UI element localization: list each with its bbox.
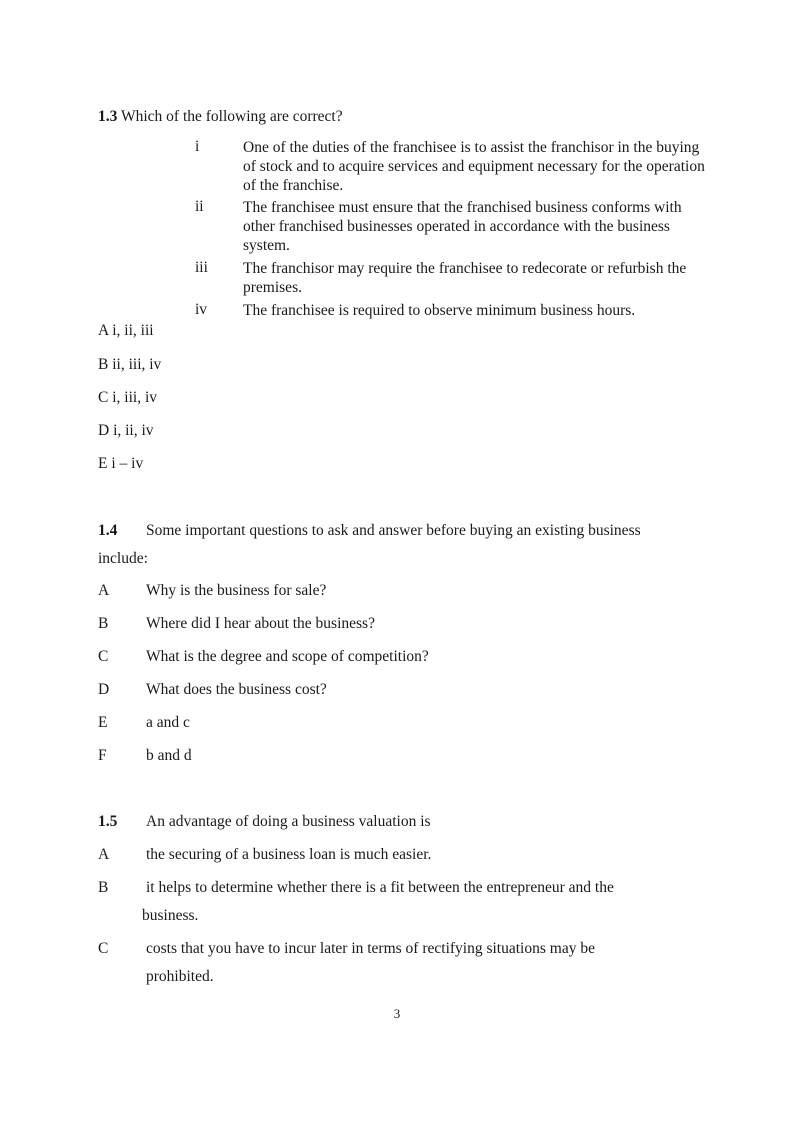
option-text-continued: prohibited. bbox=[146, 968, 214, 985]
option-text: What is the degree and scope of competition? bbox=[146, 648, 429, 665]
statement-number: iii bbox=[195, 259, 208, 276]
page-number: 3 bbox=[393, 1006, 401, 1021]
answer-option: E i – iv bbox=[98, 455, 144, 472]
statement-text: One of the duties of the franchisee is to assist the franchisor in the buying of stock and to acquire services and equipment necessary for the operation of the franchise. bbox=[243, 139, 705, 194]
option-text: a and c bbox=[146, 714, 190, 731]
option-letter: F bbox=[98, 747, 107, 764]
option-letter: C bbox=[98, 940, 109, 957]
option-text: Where did I hear about the business? bbox=[146, 615, 375, 632]
option-letter: A bbox=[98, 846, 110, 863]
option-text: b and d bbox=[146, 747, 192, 764]
question-text: Which of the following are correct? bbox=[120, 108, 343, 125]
answer-option: A i, ii, iii bbox=[98, 322, 154, 339]
option-text: What does the business cost? bbox=[146, 681, 327, 698]
option-letter: D bbox=[98, 681, 110, 698]
answer-option: C i, iii, iv bbox=[98, 389, 157, 406]
statement-number: ii bbox=[195, 198, 204, 215]
option-letter: B bbox=[98, 615, 109, 632]
question-header bbox=[98, 108, 343, 126]
statement-number: i bbox=[195, 138, 200, 155]
option-text: costs that you have to incur later in terms of rectifying situations may be bbox=[146, 940, 595, 957]
question-number: 1.4 bbox=[98, 522, 118, 539]
option-letter: B bbox=[98, 879, 109, 896]
option-text: the securing of a business loan is much easier. bbox=[146, 846, 432, 863]
statement-number: iv bbox=[195, 301, 208, 318]
option-letter: A bbox=[98, 582, 110, 599]
statement-text: The franchisor may require the franchisee to redecorate or refurbish the premises. bbox=[243, 260, 687, 296]
option-letter: C bbox=[98, 648, 109, 665]
question-number: 1.3 bbox=[98, 108, 118, 125]
option-text-continued: business. bbox=[142, 907, 199, 924]
statement-text: The franchisee must ensure that the franchised business conforms with other franchised businesses operated in accordance with the business system. bbox=[243, 199, 682, 254]
option-letter: E bbox=[98, 714, 108, 731]
statement-text: The franchisee is required to observe minimum business hours. bbox=[243, 302, 636, 319]
answer-option: D i, ii, iv bbox=[98, 422, 154, 439]
question-text-continued: include: bbox=[98, 550, 148, 567]
question-text: An advantage of doing a business valuation is bbox=[146, 813, 431, 830]
question-text: Some important questions to ask and answer before buying an existing business bbox=[146, 522, 641, 539]
question-number: 1.5 bbox=[98, 813, 118, 830]
option-text: Why is the business for sale? bbox=[146, 582, 327, 599]
option-text: it helps to determine whether there is a fit between the entrepreneur and the bbox=[146, 879, 614, 896]
answer-option: B ii, iii, iv bbox=[98, 356, 162, 373]
